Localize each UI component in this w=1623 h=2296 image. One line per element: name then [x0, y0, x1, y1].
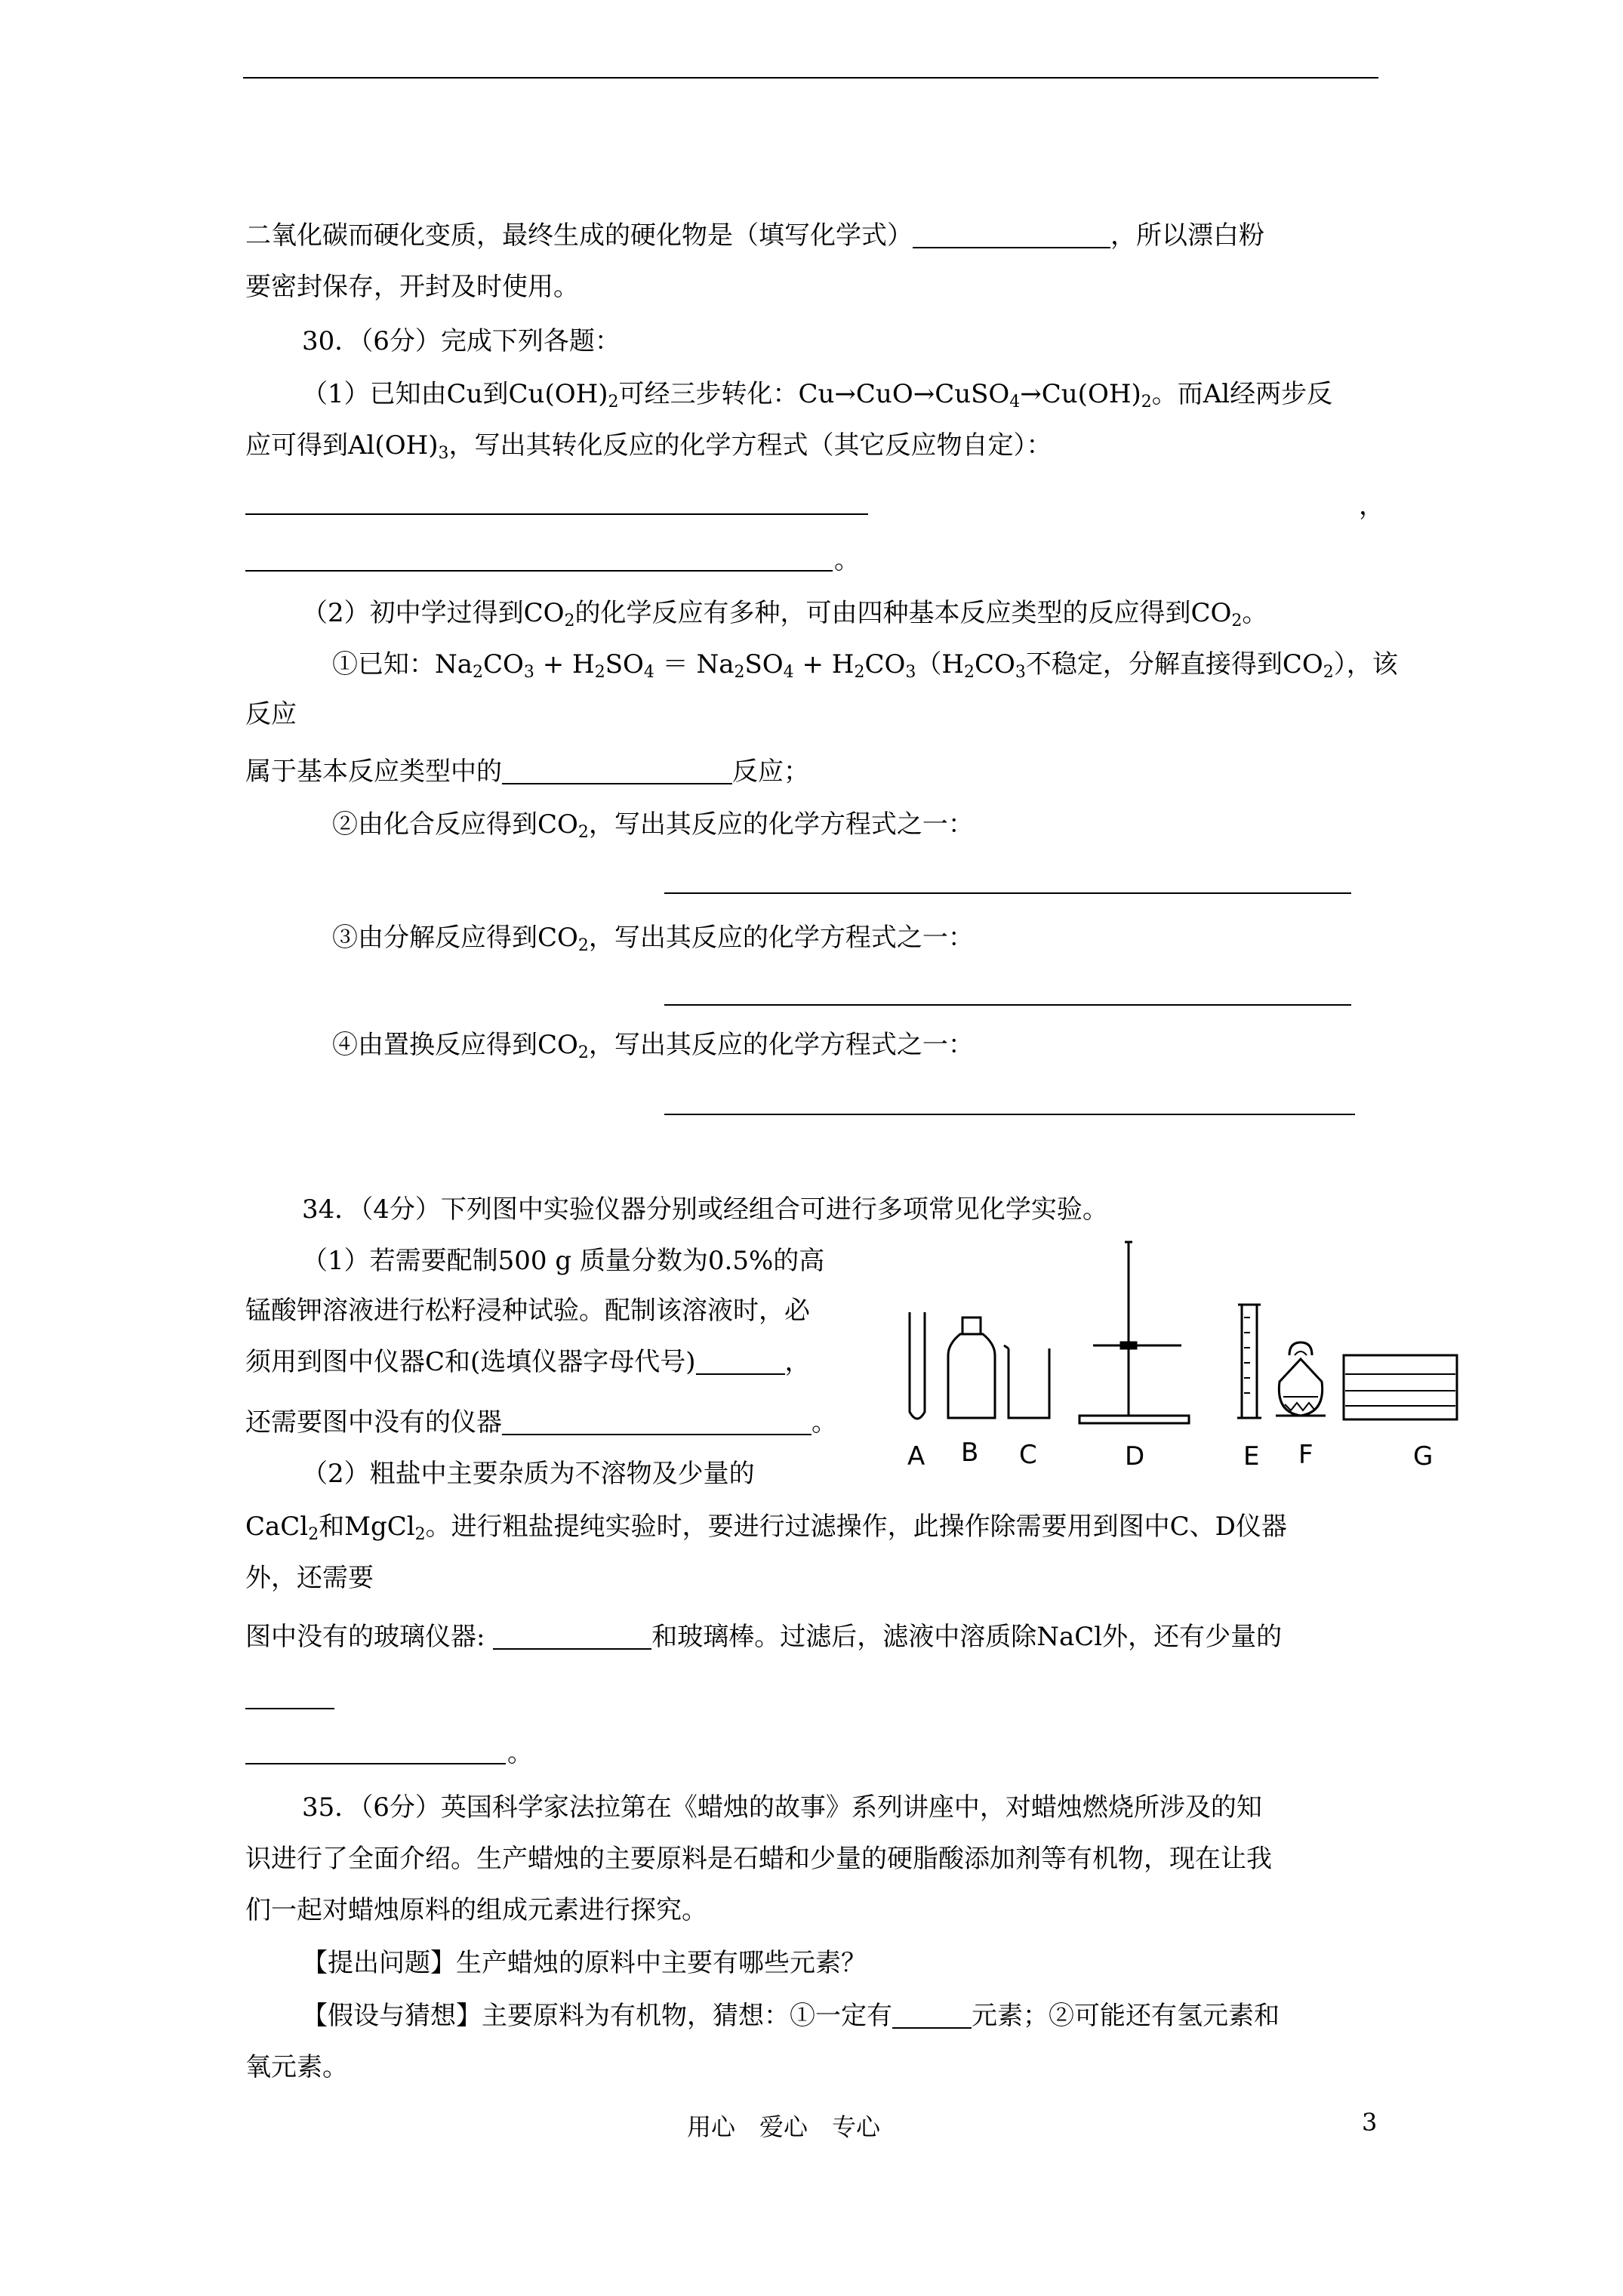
text-line: 外，还需要	[245, 1563, 374, 1593]
label-f: F	[1298, 1440, 1313, 1470]
header-rule	[243, 77, 1378, 79]
text-line: 【提出问题】生产蜡烛的原料中主要有哪些元素？	[302, 1948, 867, 1978]
text-line: CaCl$_2$和MgCl$_2$。进行粗盐提纯实验时，要进行过滤操作，此操作除需要用到图中C、D仪器	[245, 1512, 1287, 1544]
text-line	[245, 219, 1264, 252]
label-e: E	[1243, 1441, 1260, 1472]
text-line: 锰酸钾溶液进行松籽浸种试验。配制该溶液时，必	[245, 1296, 810, 1326]
answer-line[interactable]	[664, 1114, 1355, 1115]
answer-line[interactable]	[245, 570, 833, 572]
text-line: 反应	[245, 699, 297, 729]
beaker-icon	[1004, 1345, 1049, 1418]
answer-blank[interactable]	[502, 757, 732, 784]
text-line: 氧元素。	[245, 2052, 348, 2082]
question-35-header: 35．（6分）英国科学家法拉第在《蜡烛的故事》系列讲座中，对蜡烛燃烧所涉及的知	[302, 1792, 1262, 1823]
test-tube-icon	[910, 1312, 925, 1419]
reagent-bottle-icon	[948, 1318, 995, 1418]
iron-stand-icon	[1079, 1242, 1189, 1423]
label-c: C	[1019, 1440, 1037, 1470]
text: ，	[1359, 491, 1384, 521]
text: 。	[834, 545, 860, 575]
graduated-cylinder-icon	[1237, 1305, 1261, 1418]
text-line: 应可得到$Al(OH)_3$，写出其转化反应的化学方程式（其它反应物自定）：	[245, 430, 1052, 463]
answer-blank[interactable]	[892, 2002, 972, 2029]
label-g: G	[1413, 1441, 1434, 1472]
text: ，所以漂白粉	[1110, 220, 1264, 251]
text-line: ①已知：$Na_2CO_3 + H_2SO_4 = Na_2SO_4 + H_2CO_3(H_2CO_3$不稳定，分解直接得到$CO_2$），该	[332, 649, 1398, 682]
text-line	[245, 270, 579, 304]
text: 二氧化碳而硬化变质，最终生成的硬化物是（填写化学式）	[245, 220, 913, 251]
label-b: B	[961, 1438, 979, 1468]
answer-line[interactable]	[245, 1708, 334, 1709]
question-34-header: 34．（4分）下列图中实验仪器分别或经组合可进行多项常见化学实验。	[302, 1194, 1108, 1225]
alcohol-lamp-icon	[1276, 1342, 1326, 1416]
lab-apparatus-figure	[898, 1223, 1480, 1480]
label-d: D	[1125, 1441, 1145, 1472]
footer-text: 用心 爱心 专心	[687, 2113, 881, 2141]
text-line: 图中没有的玻璃仪器: 和玻璃棒。过滤后，滤液中溶质除NaCl外，还有少量的	[245, 1622, 1283, 1652]
answer-line[interactable]	[245, 513, 868, 515]
text: 。	[507, 1738, 533, 1768]
label-a: A	[907, 1441, 925, 1472]
text: 30．（6分）完成下列各题：	[302, 326, 621, 356]
text: 要密封保存，开封及时使用。	[245, 272, 579, 302]
answer-line[interactable]	[664, 892, 1351, 894]
text-line: 们一起对蜡烛原料的组成元素进行探究。	[245, 1895, 707, 1925]
text-line: （2）初中学过得到$CO_2$的化学反应有多种，可由四种基本反应类型的反应得到$CO_2$。	[302, 598, 1268, 630]
text-line: （1）若需要配制500 g 质量分数为0.5%的高	[302, 1246, 825, 1276]
text-line: 属于基本反应类型中的 反应；	[245, 757, 809, 787]
text-line: （2）粗盐中主要杂质为不溶物及少量的	[302, 1459, 755, 1489]
answer-blank[interactable]	[493, 1623, 651, 1650]
text-line: 识进行了全面介绍。生产蜡烛的主要原料是石蜡和少量的硬脂酸添加剂等有机物，现在让我	[245, 1844, 1272, 1874]
text-line: ②由化合反应得到$CO_2$，写出其反应的化学方程式之一：	[332, 809, 974, 842]
answer-line[interactable]	[664, 1004, 1351, 1006]
text-line: 须用到图中仪器C和(选填仪器字母代号) ，	[245, 1347, 811, 1377]
text-line: 【假设与猜想】主要原料为有机物，猜想：①一定有 元素；②可能还有氢元素和	[302, 2001, 1280, 2031]
answer-blank[interactable]	[502, 1408, 812, 1435]
text-line: 还需要图中没有的仪器 。	[245, 1407, 837, 1438]
answer-blank[interactable]	[696, 1348, 785, 1375]
question-30-header	[302, 325, 621, 358]
water-trough-icon	[1344, 1355, 1457, 1419]
text-line: ③由分解反应得到$CO_2$，写出其反应的化学方程式之一：	[332, 923, 974, 955]
text-line: （1）已知由Cu到$Cu(OH)_2$可经三步转化：$Cu\to CuO\to CuSO_4\to Cu(OH)_2$。而Al经两步反	[302, 379, 1333, 411]
answer-blank[interactable]	[913, 221, 1110, 248]
text-line: ④由置换反应得到$CO_2$，写出其反应的化学方程式之一：	[332, 1030, 974, 1062]
page-number: 3	[1362, 2108, 1378, 2137]
answer-line[interactable]	[245, 1763, 506, 1764]
